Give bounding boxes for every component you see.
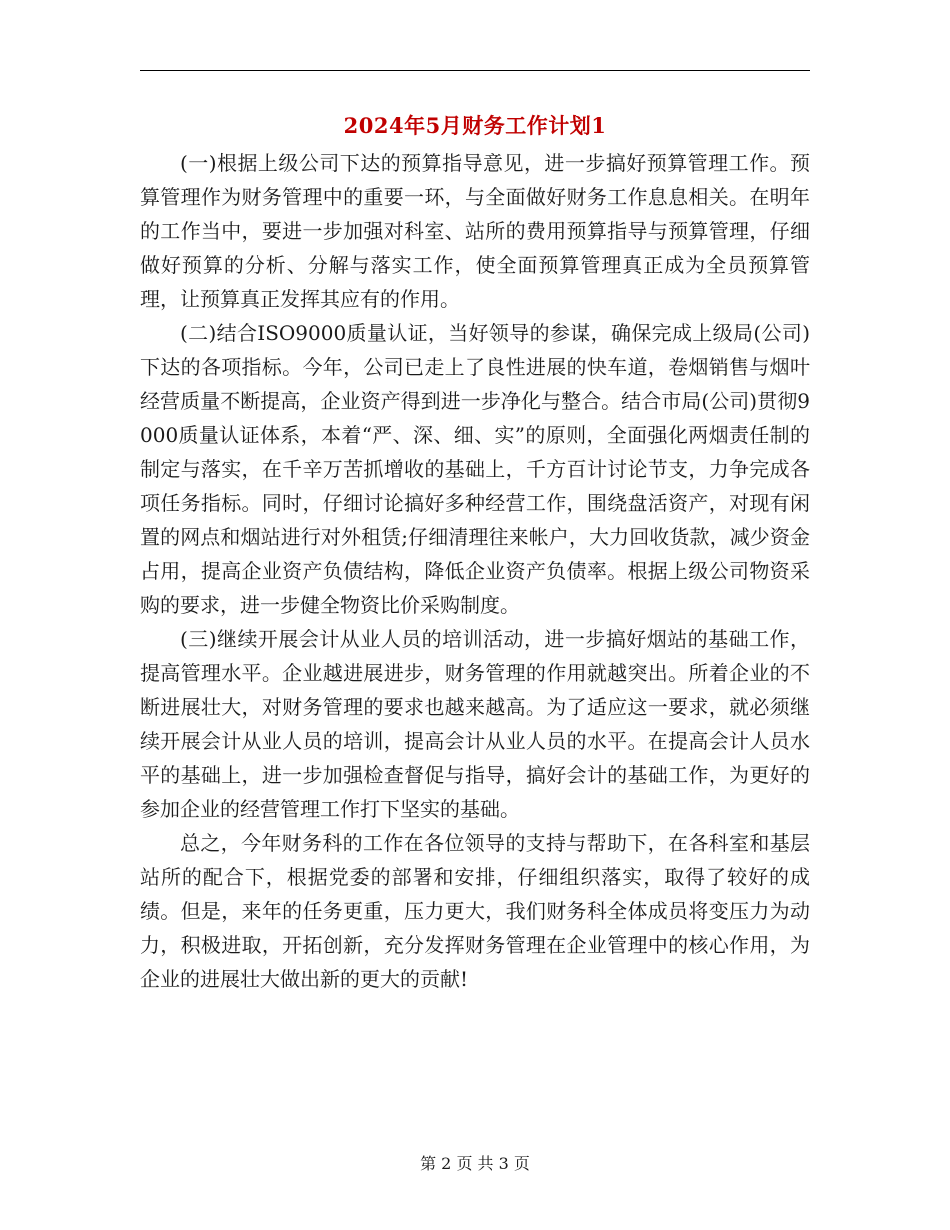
paragraph-budget-management: (一)根据上级公司下达的预算指导意见，进一步搞好预算管理工作。预算管理作为财务管理中的重要一环，与全面做好财务工作息息相关。在明年的工作当中，要进一步加强对科室、站所的费用预算指导与预算管理，仔细做好预算的分析、分解与落实工作，使全面预算管理真正成为全员预算管理，让预算真正发挥其应有的作用。 [140, 151, 810, 311]
paragraph-summary: 总之，今年财务科的工作在各位领导的支持与帮助下，在各科室和基层站所的配合下，根据党委的部署和安排，仔细组织落实，取得了较好的成绩。但是，来年的任务更重，压力更大，我们财务科全体成员将变压力为动力，积极进取，开拓创新，充分发挥财务管理在企业管理中的核心作用，为企业的进展壮大做出新的更大的贡献! [140, 831, 810, 991]
paragraph-accountant-training: (三)继续开展会计从业人员的培训活动，进一步搞好烟站的基础工作，提高管理水平。企业越进展进步，财务管理的作用就越突出。所着企业的不断进展壮大，对财务管理的要求也越来越高。为了适应这一要求，就必须继续开展会计从业人员的培训，提高会计从业人员的水平。在提高会计人员水平的基础上，进一步加强检查督促与指导，搞好会计的基础工作，为更好的参加企业的经营管理工作打下坚实的基础。 [140, 627, 810, 821]
paragraph-iso9000-certification: (二)结合ISO9000质量认证，当好领导的参谋，确保完成上级局(公司)下达的各项指标。今年，公司已走上了良性进展的快车道，卷烟销售与烟叶经营质量不断提高，企业资产得到进一步净化与整合。结合市局(公司)贯彻9000质量认证体系，本着“严、深、细、实”的原则，全面强化两烟责任制的制定与落实，在千辛万苦抓增收的基础上，千方百计讨论节支，力争完成各项任务指标。同时，仔细讨论搞好多种经营工作，围绕盘活资产，对现有闲置的网点和烟站进行对外租赁;仔细清理往来帐户，大力回收货款，减少资金占用，提高企业资产负债结构，降低企业资产负债率。根据上级公司物资采购的要求，进一步健全物资比价采购制度。 [140, 321, 810, 617]
document-body [140, 146, 810, 996]
page-number-footer: 第 2 页 共 3 页 [420, 1154, 530, 1173]
document-title: 2024年5月财务工作计划1 [343, 113, 607, 138]
header-rule [140, 70, 810, 71]
